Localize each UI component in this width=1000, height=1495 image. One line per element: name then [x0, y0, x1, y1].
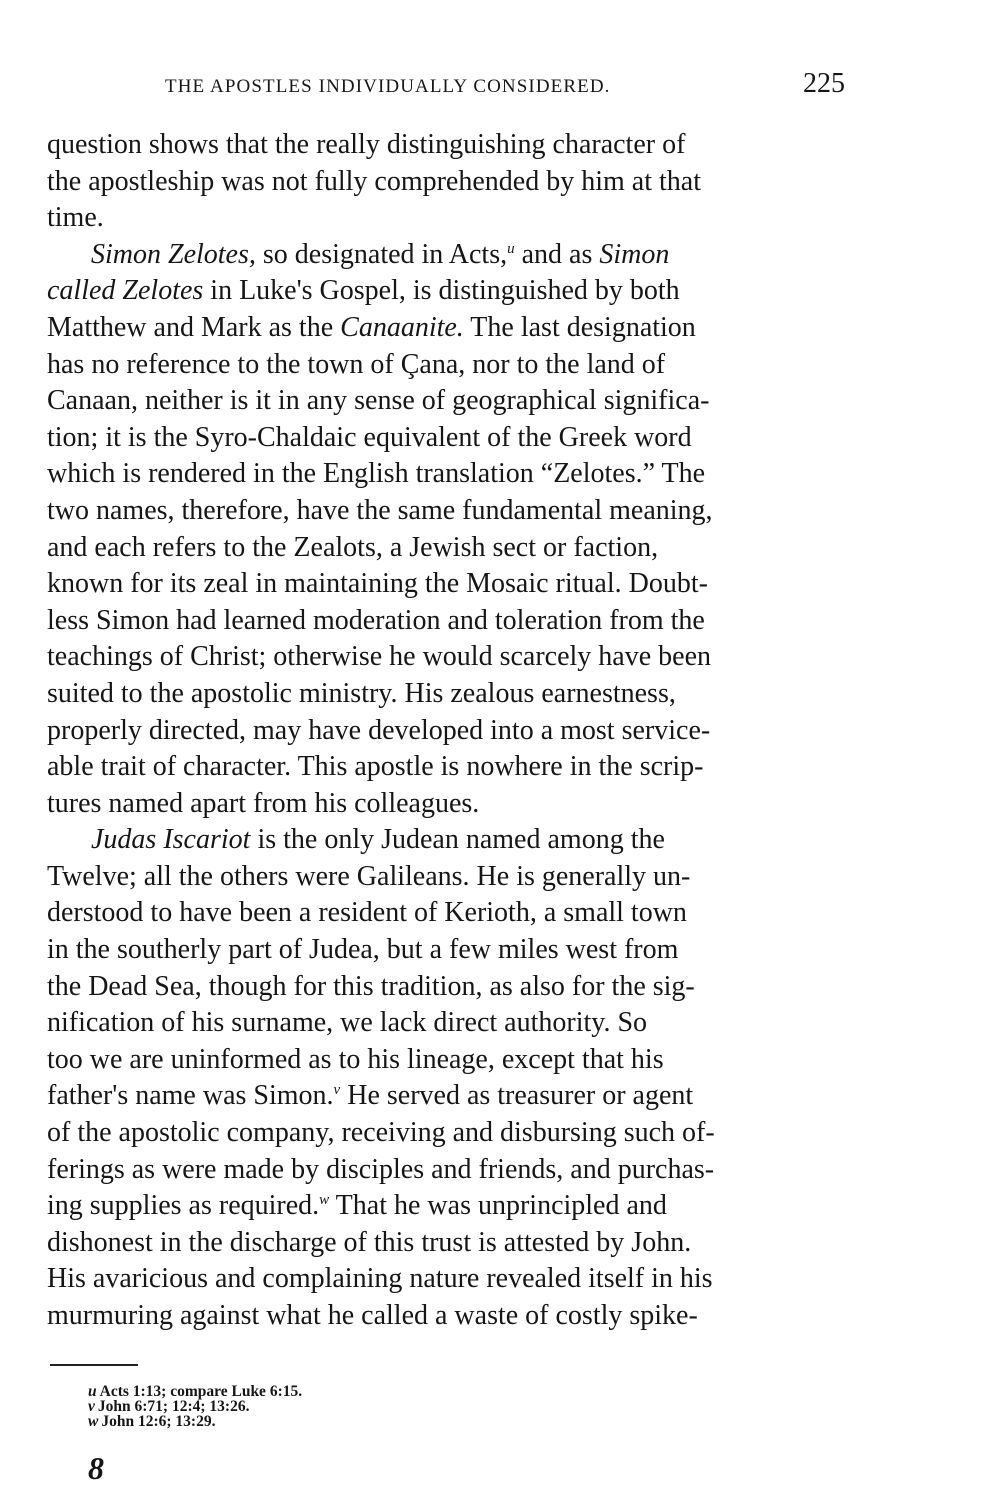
text-line: suited to the apostolic ministry. His zealous earnestness,: [47, 677, 676, 709]
running-head: THE APOSTLES INDIVIDUALLY CONSIDERED.: [165, 76, 611, 97]
text-line: of the apostolic company, receiving and disbursing such of-: [47, 1117, 715, 1149]
footnotes: [88, 1384, 302, 1429]
text-line: tures named apart from his colleagues.: [47, 787, 480, 819]
text-line: has no reference to the town of Çana, nor to the land of: [47, 348, 666, 380]
text-line: teachings of Christ; otherwise he would scarcely have been: [47, 641, 712, 673]
text-line: able trait of character. This apostle is nowhere in the scrip-: [47, 751, 704, 783]
text-line: Matthew and Mark as the Canaanite. The last designation: [47, 311, 696, 343]
text-line: His avaricious and complaining nature revealed itself in his: [47, 1263, 713, 1295]
text-line: properly directed, may have developed into a most service-: [47, 714, 711, 746]
text-line: Simon Zelotes, so designated in Acts,$^u$ and as Simon: [91, 238, 670, 270]
text-line: too we are uninformed as to his lineage, except that his: [47, 1043, 664, 1075]
text-line: known for its zeal in maintaining the Mosaic ritual. Doubt-: [47, 568, 708, 600]
text-line: murmuring against what he called a waste of costly spike-: [47, 1300, 698, 1331]
text-line: question shows that the really distinguishing character of: [47, 129, 686, 160]
text-line: ing supplies as required.$^w$ That he was unprincipled and: [47, 1190, 667, 1222]
text-line: the Dead Sea, though for this tradition, as also for the sig-: [47, 970, 695, 1002]
footnote: u Acts 1:13; compare Luke 6:15.: [88, 1383, 303, 1400]
text-line: the apostleship was not fully comprehended by him at that: [47, 165, 701, 197]
footnote-ref-w: w: [319, 1192, 330, 1209]
text-line: ferings as were made by disciples and friends, and purchas-: [47, 1153, 715, 1185]
text-line: which is rendered in the English translation “Zelotes.” The: [47, 458, 706, 490]
text-line: nification of his surname, we lack direct authority. So: [47, 1007, 648, 1039]
page-header: [165, 68, 845, 108]
text-line: two names, therefore, have the same fundamental meaning,: [47, 494, 713, 526]
text-line: tion; it is the Syro-Chaldaic equivalent of the Greek word: [47, 421, 692, 453]
footnote-rule: [50, 1364, 138, 1366]
signature-mark: 8: [88, 1450, 104, 1486]
text-line: Twelve; all the others were Galileans. He is generally un-: [47, 860, 691, 892]
text-line: called Zelotes in Luke's Gospel, is distinguished by both: [47, 275, 680, 307]
text-line: in the southerly part of Judea, but a few miles west from: [47, 934, 679, 966]
text-line: time.: [47, 202, 104, 234]
page-number: 225: [803, 68, 845, 99]
text-line: derstood to have been a resident of Kerioth, a small town: [47, 897, 687, 929]
footnote-ref-v: v: [333, 1082, 341, 1099]
footnote: v John 6:71; 12:4; 13:26.: [88, 1398, 250, 1415]
text-line: father's name was Simon.$^v$ He served as treasurer or agent: [47, 1080, 694, 1112]
body-text: [47, 127, 842, 1335]
footnote: w John 12:6; 13:29.: [88, 1413, 216, 1430]
text-line: and each refers to the Zealots, a Jewish sect or faction,: [47, 531, 659, 563]
text-line: Judas Iscariot is the only Judean named among the: [91, 824, 665, 856]
footnote-ref-u: u: [507, 240, 515, 257]
text-line: dishonest in the discharge of this trust is attested by John.: [47, 1226, 692, 1258]
text-line: Canaan, neither is it in any sense of geographical significa-: [47, 385, 710, 417]
text-line: less Simon had learned moderation and toleration from the: [47, 604, 705, 636]
